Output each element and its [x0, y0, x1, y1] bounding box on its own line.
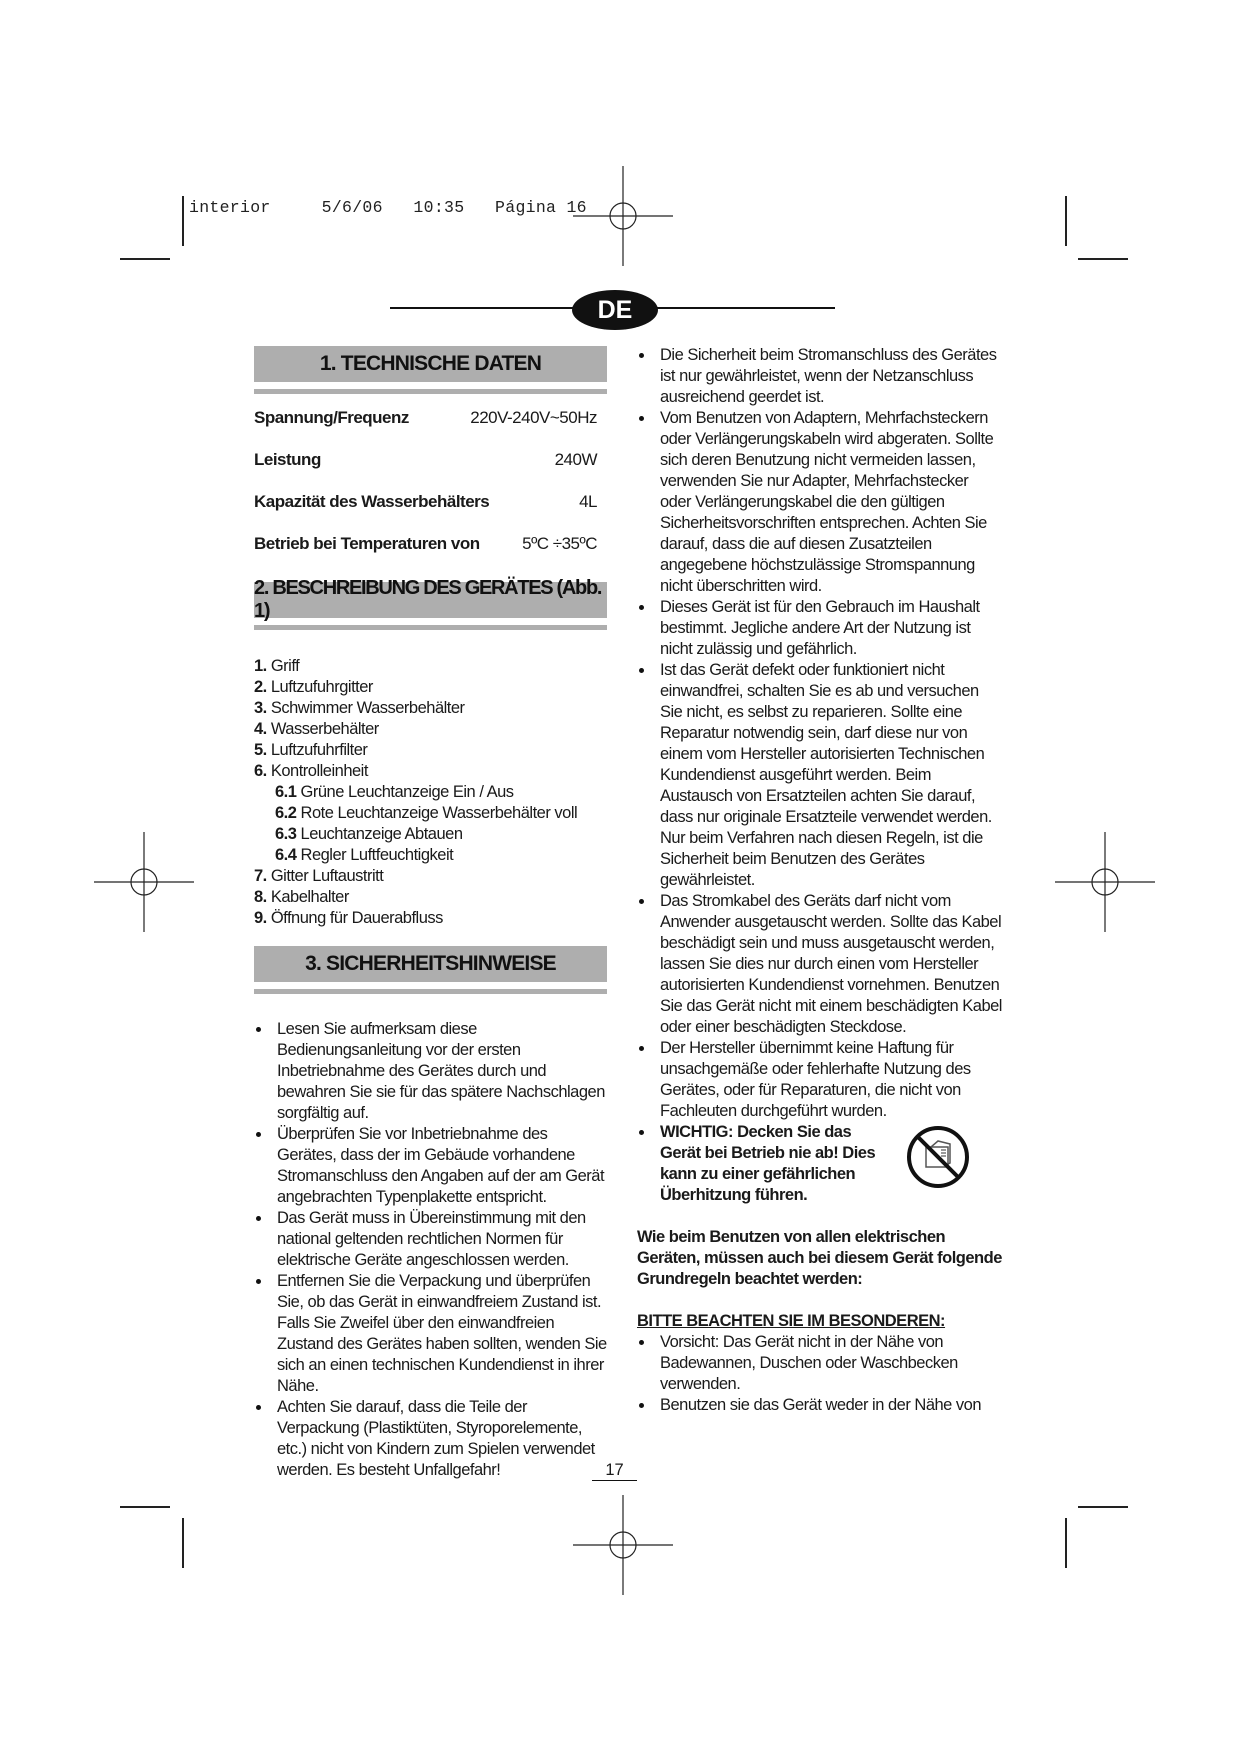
list-item: 5. Luftzufuhrfilter — [254, 741, 368, 759]
spec-label: Betrieb bei Temperaturen von — [254, 534, 480, 553]
special-list — [637, 1332, 1003, 1416]
print-slug: interior 5/6/06 10:35 Página 16 — [189, 198, 587, 217]
list-item: 3. Schwimmer Wasserbehälter — [254, 699, 465, 717]
safety-list — [254, 1019, 607, 1481]
warning-text: WICHTIG: Decken Sie das Gerät bei Betrieb nie ab! Dies kann zu einer gefährlichen Überhitzung führen. — [637, 1122, 892, 1206]
right-column — [637, 345, 1003, 1416]
spec-value: 220V-240V~50Hz — [470, 408, 597, 427]
list-item: 2. Luftzufuhrgitter — [254, 678, 373, 696]
list-item: Überprüfen Sie vor Inbetriebnahme des Gerätes, dass der im Gebäude vorhandene Stromanschluss den Angaben auf der am Gerät angebrachten Typenplakette entspricht. — [254, 1124, 607, 1208]
spec-label: Kapazität des Wasserbehälters — [254, 492, 490, 511]
list-item: Benutzen sie das Gerät weder in der Nähe von — [637, 1395, 1003, 1416]
special-heading: BITTE BEACHTEN SIE IM BESONDEREN: — [637, 1312, 946, 1330]
list-item: Vorsicht: Das Gerät nicht in der Nähe von Badewannen, Duschen oder Waschbecken verwenden. — [637, 1332, 1003, 1395]
spec-value: 5ºC ÷35ºC — [522, 534, 597, 553]
list-item: 9. Öffnung für Dauerabfluss — [254, 909, 443, 927]
crop-mark — [1078, 1506, 1128, 1508]
spec-label: Spannung/Frequenz — [254, 408, 409, 427]
spec-table — [254, 408, 607, 564]
list-item: 6.2 Rote Leuchtanzeige Wasserbehälter voll — [275, 804, 578, 822]
list-item: Dieses Gerät ist für den Gebrauch im Haushalt bestimmt. Jegliche andere Art der Nutzung ist nicht zulässig und gefährlich. — [637, 597, 1003, 660]
language-badge: DE — [572, 290, 658, 330]
list-item: Achten Sie darauf, dass die Teile der Verpackung (Plastiktüten, Styroporelemente, etc.) nicht von Kindern zum Spielen verwendet werden. Es besteht Unfallgefahr! — [254, 1397, 607, 1481]
spec-row — [254, 450, 607, 492]
crop-mark — [120, 1506, 170, 1508]
section-underline — [254, 389, 607, 394]
registration-mark-icon — [94, 832, 194, 932]
list-item: 8. Kabelhalter — [254, 888, 349, 906]
list-item: 6. Kontrolleinheit — [254, 762, 368, 780]
spec-row — [254, 408, 607, 450]
spec-value: 240W — [554, 450, 597, 469]
crop-mark — [120, 258, 170, 260]
list-item: Vom Benutzen von Adaptern, Mehrfachsteckern oder Verlängerungskabeln wird abgeraten. Sollte sich deren Benutzung nicht vermeiden lassen, verwenden Sie nur Adapter, Mehrfachstecker oder Verlängerungskabel die den gültigen Sicherheitsvorschriften entsprechen. Achten Sie darauf, dass die auf diesen Zusatzteilen angegebene höchstzulässige Stromspannung nicht überschritten wird. — [637, 408, 1003, 597]
registration-mark-icon — [573, 166, 673, 266]
list-item: 4. Wasserbehälter — [254, 720, 379, 738]
warning-block — [637, 1122, 1003, 1206]
registration-mark-icon — [573, 1495, 673, 1595]
warning-list — [637, 1122, 892, 1206]
list-item: Die Sicherheit beim Stromanschluss des Gerätes ist nur gewährleistet, wenn der Netzanschluss ausreichend geerdet ist. — [637, 345, 1003, 408]
do-not-cover-icon — [905, 1124, 971, 1190]
spec-row — [254, 492, 607, 534]
list-item: Der Hersteller übernimmt keine Haftung für unsachgemäße oder fehlerhafte Nutzung des Gerätes, oder für Reparaturen, die nicht von Fachleuten durchgeführt wurden. — [637, 1038, 1003, 1122]
list-item: Das Gerät muss in Übereinstimmung mit den national geltenden rechtlichen Normen für elektrische Geräte angeschlossen werden. — [254, 1208, 607, 1271]
list-item: Das Stromkabel des Geräts darf nicht vom Anwender ausgetauscht werden. Sollte das Kabel beschädigt sein und muss ausgetauscht werden, lassen Sie dies nur durch einen vom Hersteller autorisierten Kundendienst vornehmen. Benutzen Sie das Gerät nicht mit einem beschädigten Kabel oder einer beschädigten Steckdose. — [637, 891, 1003, 1038]
safety-list — [637, 345, 1003, 1122]
spec-row — [254, 534, 607, 564]
list-item: Ist das Gerät defekt oder funktioniert nicht einwandfrei, schalten Sie es ab und versuchen Sie nicht, es selbst zu reparieren. Sollte eine Reparatur notwendig sein, darf diese nur von einem vom Hersteller autorisierten Technischen Kundendienst ausgeführt werden. Beim Austausch von Ersatzteilen achten Sie darauf, dass nur originale Ersatzteile verwendet werden. Nur beim Verfahren nach diesen Regeln, ist die Sicherheit beim Benutzen des Gerätes gewährleistet. — [637, 660, 1003, 891]
section-heading-safety: 3. SICHERHEITSHINWEISE — [254, 946, 607, 982]
section-underline — [254, 625, 607, 630]
header-rule — [390, 307, 580, 309]
crop-mark — [1065, 196, 1067, 246]
crop-mark — [182, 196, 184, 246]
list-item: 6.3 Leuchtanzeige Abtauen — [275, 825, 463, 843]
section-heading-description: 2. BESCHREIBUNG DES GERÄTES (Abb. 1) — [254, 582, 607, 618]
crop-mark — [1078, 258, 1128, 260]
crop-mark — [1065, 1518, 1067, 1568]
spec-label: Leistung — [254, 450, 321, 469]
section-heading-technical: 1. TECHNISCHE DATEN — [254, 346, 607, 382]
list-item: Lesen Sie aufmerksam diese Bedienungsanleitung vor der ersten Inbetriebnahme des Gerätes durch und bewahren Sie sie für das spätere Nachschlagen sorgfältig auf. — [254, 1019, 607, 1124]
list-item: 6.1 Grüne Leuchtanzeige Ein / Aus — [275, 783, 514, 801]
list-item: Entfernen Sie die Verpackung und überprüfen Sie, ob das Gerät in einwandfreiem Zustand ist. Falls Sie Zweifel über den einwandfreien Zustand des Gerätes haben sollten, wenden Sie sich an einen technischen Kundendienst in ihrer Nähe. — [254, 1271, 607, 1397]
section-underline — [254, 989, 607, 994]
list-item: 1. Griff — [254, 657, 300, 675]
general-rules-text: Wie beim Benutzen von allen elektrischen Geräten, müssen auch bei diesem Gerät folgende Grundregeln beachtet werden: — [637, 1228, 1002, 1288]
page-number: 17 — [592, 1460, 637, 1481]
parts-list — [254, 656, 607, 929]
registration-mark-icon — [1055, 832, 1155, 932]
crop-mark — [182, 1518, 184, 1568]
list-item: 7. Gitter Luftaustritt — [254, 867, 384, 885]
header-rule — [650, 307, 835, 309]
spec-value: 4L — [579, 492, 597, 511]
left-column — [254, 346, 607, 1481]
list-item: 6.4 Regler Luftfeuchtigkeit — [275, 846, 454, 864]
